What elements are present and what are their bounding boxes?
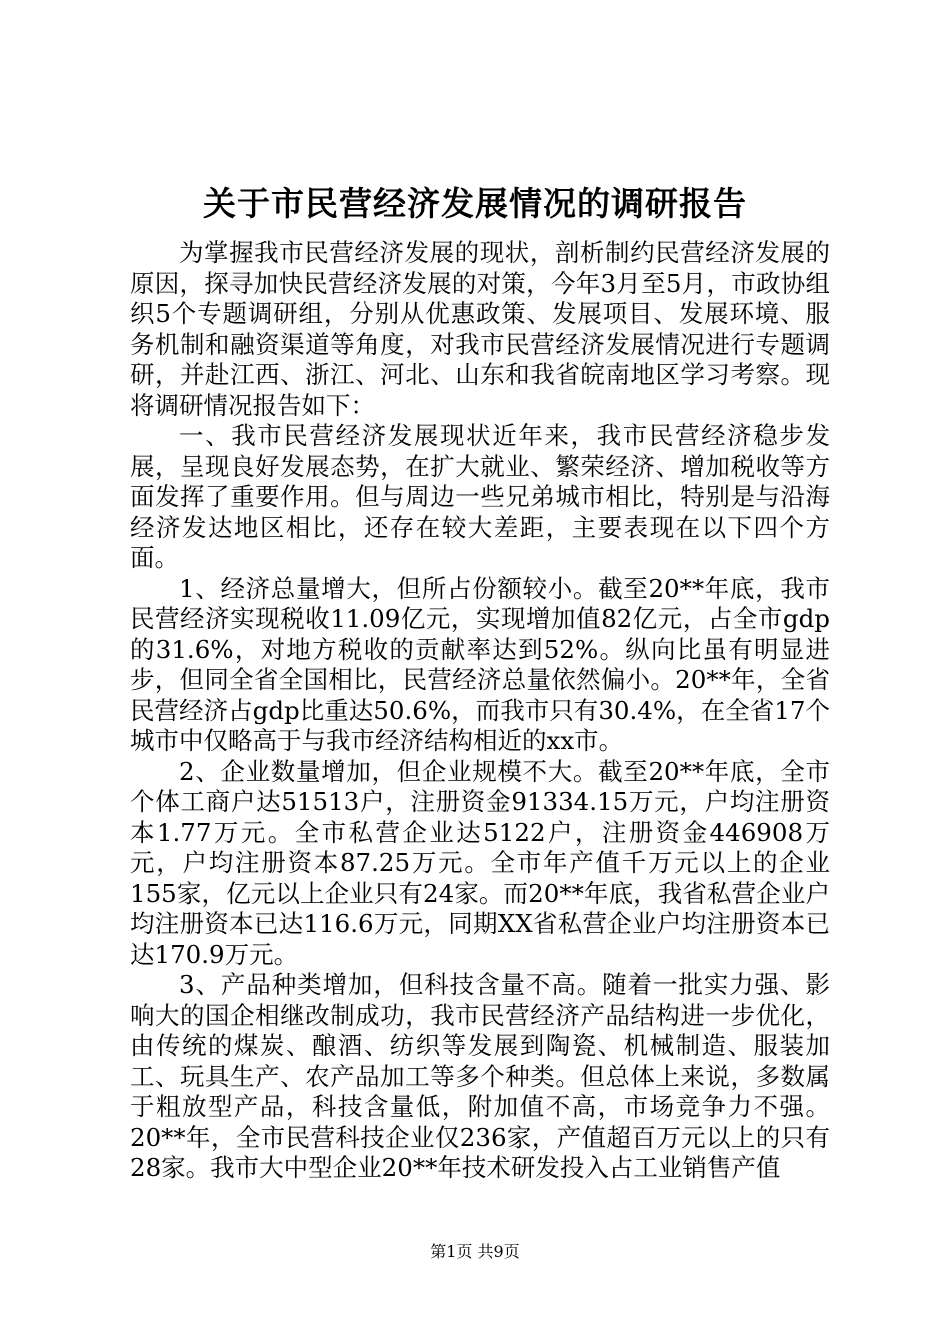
paragraph-intro: 为掌握我市民营经济发展的现状，剖析制约民营经济发展的原因，探寻加快民营经济发展的对策，今年3月至5月，市政协组织5个专题调研组，分别从优惠政策、发展项目、发展环境、服务机制和融资渠道等角度，对我市民营经济发展情况进行专题调研，并赴江西、浙江、河北、山东和我省皖南地区学习考察。现将调研情况报告如下： bbox=[130, 238, 830, 420]
paragraph-section-one: 一、我市民营经济发展现状近年来，我市民营经济稳步发展，呈现良好发展态势，在扩大就业、繁荣经济、增加税收等方面发挥了重要作用。但与周边一些兄弟城市相比，特别是与沿海经济发达地区相比，还存在较大差距，主要表现在以下四个方面。 bbox=[130, 421, 830, 572]
document-title: 关于市民营经济发展情况的调研报告 bbox=[203, 184, 747, 223]
document-body bbox=[130, 238, 830, 1184]
paragraph-point-two: 2、企业数量增加，但企业规模不大。截至20**年底，全市个体工商户达51513户，注册资金91334.15万元，户均注册资本1.77万元。全市私营企业达5122户，注册资金446908万元，户均注册资本87.25万元。全市年产值千万元以上的企业155家，亿元以上企业只有24家。而20**年底，我省私营企业户均注册资本已达116.6万元，同期XX省私营企业户均注册资本已达170.9万元。 bbox=[130, 756, 830, 969]
page-number-footer: 第1页 共9页 bbox=[430, 1242, 520, 1261]
paragraph-point-one: 1、经济总量增大，但所占份额较小。截至20**年底，我市民营经济实现税收11.09亿元，实现增加值82亿元，占全市gdp的31.6%，对地方税收的贡献率达到52%。纵向比虽有明显进步，但同全省全国相比，民营经济总量依然偏小。20**年，全省民营经济占gdp比重达50.6%，而我市只有30.4%，在全省17个城市中仅略高于与我市经济结构相近的xx市。 bbox=[130, 573, 830, 755]
paragraph-point-three: 3、产品种类增加，但科技含量不高。随着一批实力强、影响大的国企相继改制成功，我市民营经济产品结构进一步优化，由传统的煤炭、酿酒、纺织等发展到陶瓷、机械制造、服装加工、玩具生产、农产品加工等多个种类。但总体上来说，多数属于粗放型产品，科技含量低，附加值不高，市场竞争力不强。20**年，全市民营科技企业仅236家，产值超百万元以上的只有28家。我市大中型企业20**年技术研发投入占工业销售产值 bbox=[130, 970, 830, 1182]
